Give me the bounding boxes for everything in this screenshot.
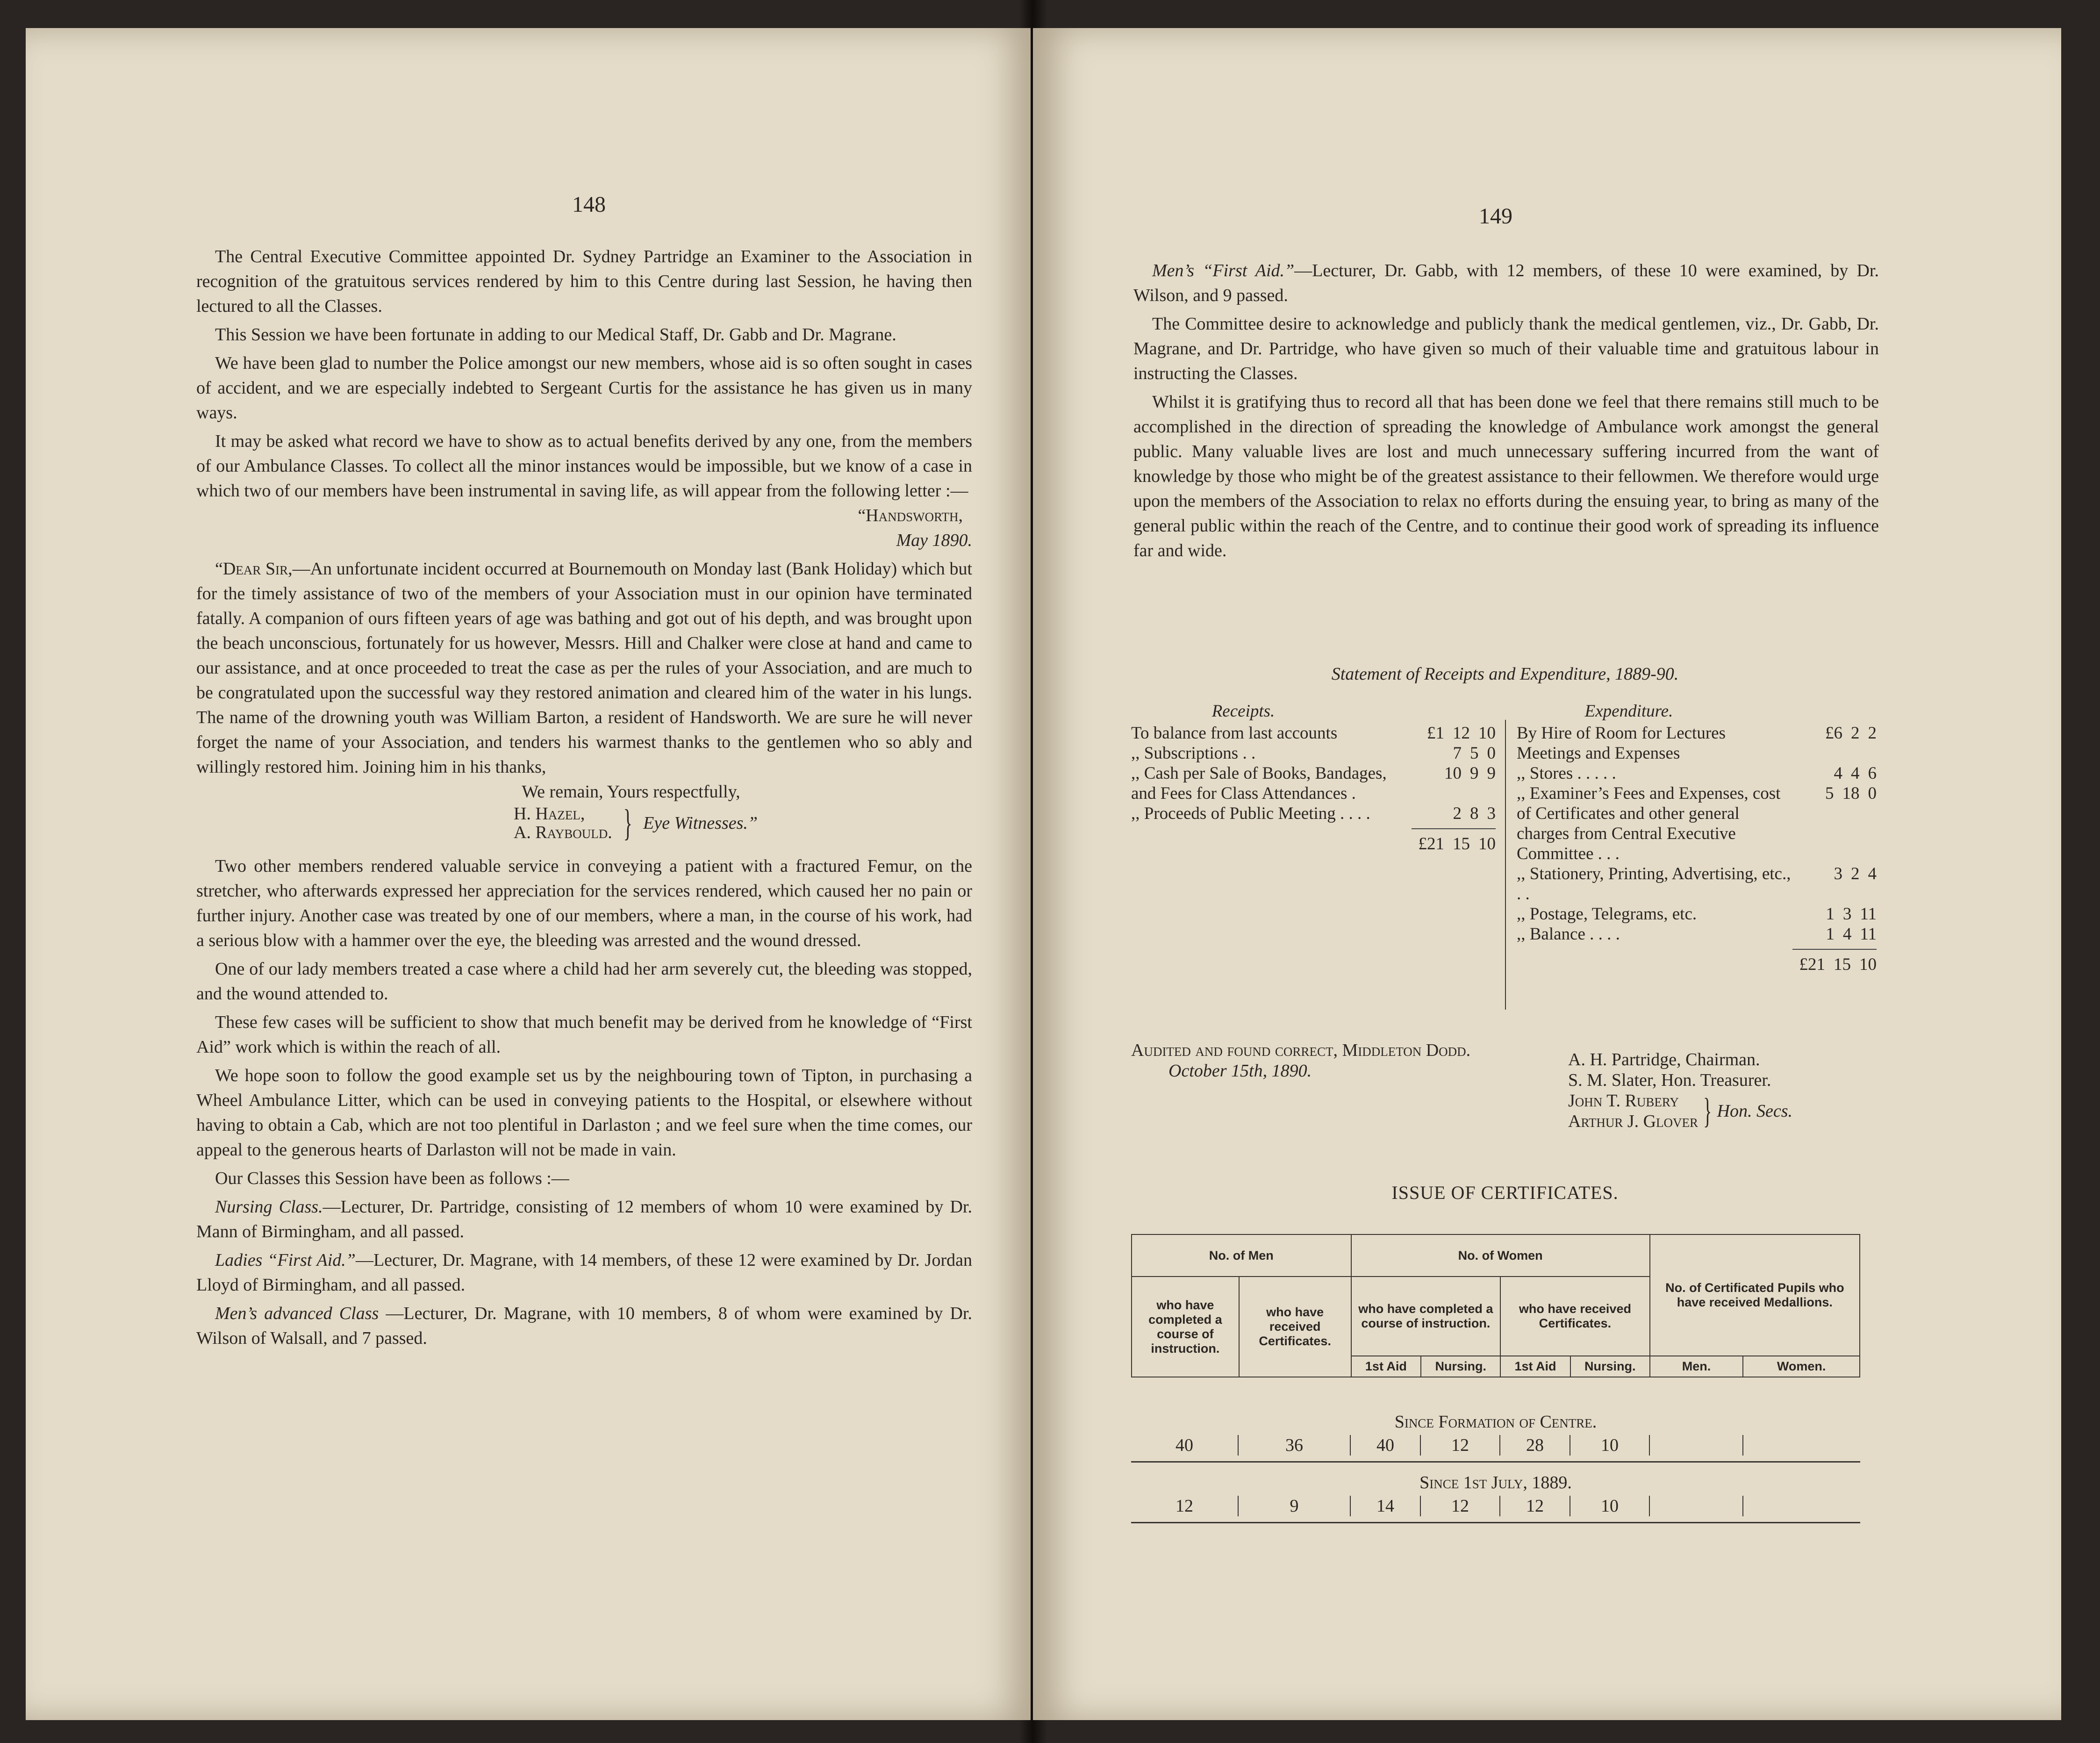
row-shillings: 3 [1842, 904, 1852, 924]
women-completed-header: who have completed a course of instruction. [1351, 1277, 1501, 1356]
row-description: By Hire of Room for Lectures Meetings and Expenses [1517, 724, 1726, 763]
men-header: No. of Men [1132, 1234, 1351, 1277]
certificate-count [1743, 1496, 1860, 1516]
women-header: No. of Women [1351, 1234, 1650, 1277]
nursing-header: Nursing. [1570, 1356, 1650, 1377]
row-description: ,, Cash per Sale of Books, Bandages, and Fees for Class Attendances . [1131, 764, 1387, 803]
row-pence: 3 [1487, 804, 1496, 823]
certificates-formation [1131, 1412, 1860, 1463]
audit-block [1131, 1040, 1552, 1081]
certificate-count: 40 [1351, 1435, 1421, 1456]
hon-secs [1568, 1090, 1886, 1132]
total-rule [1792, 949, 1877, 950]
row-description: ,, Stationery, Printing, Advertising, etc., . . [1517, 864, 1791, 904]
row-pounds: 1 [1826, 904, 1835, 924]
row-shillings: 18 [1842, 784, 1860, 803]
total-pence: 10 [1478, 834, 1496, 854]
row-description: ,, Stores . . . . . [1517, 764, 1616, 783]
receipts-heading: Receipts. [1211, 702, 1275, 721]
receipts-total [1131, 834, 1496, 854]
row-description: ,, Postage, Telegrams, etc. [1517, 904, 1697, 924]
row-pounds: 5 [1825, 784, 1834, 803]
certificate-count [1650, 1435, 1743, 1456]
row-pence: 0 [1868, 784, 1877, 803]
letter-body [196, 557, 972, 780]
receipts-column [1131, 701, 1496, 854]
certificate-count: 12 [1421, 1435, 1500, 1456]
class-text: —Lecturer, Dr. Gabb, with 12 members, of these 10 were examined, by Dr. Wilson, and 9 passed. [1133, 261, 1879, 305]
class-text: —Lecturer, Dr. Partridge, consisting of 12 members of whom 10 were examined by Dr. Mann of Birmingham, and all passed. [196, 1197, 972, 1241]
paragraph: Whilst it is gratifying thus to record all that has been done we feel that there remains still much to be accomplished in the direction of spreading the knowledge of Ambulance work amongst the general public. Many valuable lives are lost and much unnecessary suffering incurred from the want of knowledge by those who might be of the greatest assistance to their fellowmen. We therefore would urge upon the members of the Association to relax no efforts during the ensuing year, to bring as many of the general public within the reach of the Centre, and to continue their good work of spreading its influence far and wide. [1133, 392, 1879, 560]
row-description: ,, Proceeds of Public Meeting . . . . [1131, 804, 1370, 823]
secretary: John T. Rubery [1568, 1091, 1679, 1111]
row-shillings: 4 [1842, 925, 1852, 944]
statement-row [1131, 723, 1496, 743]
row-pence: 11 [1860, 925, 1877, 944]
hon-secs-label: Hon. Secs. [1717, 1101, 1793, 1121]
medallions-header: No. of Certificated Pupils who have received Medallions. [1650, 1234, 1860, 1356]
secretary: Arthur J. Glover [1568, 1112, 1699, 1131]
row-pounds: 10 [1444, 764, 1462, 783]
row-pence: 6 [1868, 764, 1877, 783]
row-pounds: £1 [1427, 724, 1444, 743]
row-pounds: £6 [1825, 724, 1842, 743]
page-number-right: 149 [1479, 204, 1512, 229]
nursing-header: Nursing. [1421, 1356, 1500, 1377]
certificate-count: 14 [1351, 1496, 1421, 1516]
paragraph: It may be asked what record we have to show as to actual benefits derived by any one, from the members of our Ambulance Classes. To collect all the minor instances would be impossible, but we know of a case in which two of our members have been instrumental in saving life, as will appear from the following letter :— [196, 431, 972, 501]
receipts-list [1131, 723, 1496, 824]
signatures-block [1568, 1049, 1886, 1132]
certificate-count: 12 [1131, 1496, 1239, 1516]
certificates-july [1131, 1472, 1860, 1523]
letter-salutation: “Dear Sir, [215, 559, 293, 579]
july-values [1131, 1496, 1860, 1523]
paragraph: These few cases will be sufficient to show that much benefit may be derived from he knowledge of “First Aid” work which is within the reach of all. [196, 1012, 972, 1057]
row-shillings: 2 [1851, 864, 1860, 883]
statement-row [1517, 783, 1877, 864]
paragraph: We hope soon to follow the good example set us by the neighbouring town of Tipton, in purchasing a Wheel Ambulance Litter, which can be used in conveying patients to the Hospital, or elsewhere without having to obtain a Cab, which are not too plentiful in Darlaston ; and we feel sure when the time comes, our appeal to the generous hearts of Darlaston will not be made in vain. [196, 1066, 972, 1160]
expenditure-list [1517, 723, 1877, 944]
row-pence: 2 [1868, 724, 1877, 743]
first-aid-header: 1st Aid [1500, 1356, 1570, 1377]
statement-title: Statement of Receipts and Expenditure, 1889-90. [1331, 664, 1679, 684]
row-pence: 10 [1478, 724, 1496, 743]
paragraph: The Committee desire to acknowledge and publicly thank the medical gentlemen, viz., Dr. Gabb, Dr. Magrane, and Dr. Partridge, who have given so much of their valuable time and gratuitous labour in instructing the Classes. [1133, 314, 1879, 383]
expenditure-heading: Expenditure. [1584, 702, 1673, 721]
witness-label: Eye Witnesses.” [643, 813, 758, 833]
certificate-count [1650, 1496, 1743, 1516]
formation-caption: Since Formation of Centre. [1394, 1412, 1597, 1432]
certificate-count: 12 [1500, 1496, 1570, 1516]
class-text: —Lecturer, Dr. Magrane, with 10 members, 8 of whom were examined by Dr. Wilson of Walsall, and 7 passed. [196, 1304, 972, 1348]
class-name: Ladies “First Aid.” [215, 1250, 356, 1270]
class-name: Men’s advanced Class [215, 1304, 379, 1323]
statement-row [1131, 763, 1496, 803]
page-number-left: 148 [572, 192, 606, 217]
certificates-title: ISSUE OF CERTIFICATES. [1391, 1182, 1619, 1203]
women-received-header: who have received Certificates. [1500, 1277, 1650, 1356]
row-shillings: 12 [1453, 724, 1470, 743]
brace-icon: } [1703, 1091, 1712, 1131]
class-name: Men’s “First Aid.” [1152, 261, 1295, 280]
paragraph: Our Classes this Session have been as follows :— [215, 1169, 569, 1188]
left-page-body [196, 241, 972, 1351]
row-pounds: 7 [1453, 744, 1462, 763]
brace-icon: } [623, 803, 632, 844]
chairman: A. H. Partridge, Chairman. [1568, 1050, 1760, 1069]
class-name: Nursing Class. [215, 1197, 323, 1217]
total-pounds: £21 [1799, 955, 1825, 974]
men-completed-header: who have completed a course of instruction. [1132, 1277, 1239, 1377]
certificate-count: 40 [1131, 1435, 1239, 1456]
row-description: To balance from last accounts [1131, 724, 1338, 743]
class-entry [196, 1195, 972, 1244]
row-pence: 11 [1860, 904, 1877, 924]
class-entry [196, 1248, 972, 1298]
row-shillings: 2 [1851, 724, 1860, 743]
certificate-count: 28 [1500, 1435, 1570, 1456]
medal-women-header: Women. [1743, 1356, 1860, 1377]
row-pence: 9 [1487, 764, 1496, 783]
certificate-count: 36 [1239, 1435, 1351, 1456]
expenditure-column [1517, 701, 1877, 975]
class-text: —Lecturer, Dr. Magrane, with 14 members, of these 12 were examined by Dr. Jordan Lloyd of Birmingham, and all passed. [196, 1250, 972, 1295]
certificate-count: 9 [1239, 1496, 1351, 1516]
row-shillings: 9 [1470, 764, 1479, 783]
statement-row [1131, 743, 1496, 763]
medal-men-header: Men. [1650, 1356, 1743, 1377]
statement-row [1517, 763, 1877, 783]
expenditure-total [1517, 954, 1877, 975]
audit-line: Audited and found correct, Middleton Dodd. [1131, 1040, 1471, 1060]
row-description: ,, Examiner’s Fees and Expenses, cost of Certificates and other general charges from Central Executive Committee . . . [1517, 784, 1781, 863]
men-received-header: who have received Certificates. [1239, 1277, 1351, 1377]
paragraph: This Session we have been fortunate in adding to our Medical Staff, Dr. Gabb and Dr. Magrane. [215, 325, 896, 344]
first-aid-header: 1st Aid [1351, 1356, 1421, 1377]
certificate-count [1743, 1435, 1860, 1456]
row-shillings: 5 [1470, 744, 1479, 763]
row-description: ,, Subscriptions . . [1131, 744, 1256, 763]
total-pence: 10 [1859, 955, 1877, 974]
july-caption: Since 1st July, 1889. [1419, 1473, 1572, 1492]
row-pounds: 3 [1834, 864, 1842, 883]
class-entry [1133, 258, 1879, 308]
paragraph: One of our lady members treated a case where a child had her arm severely cut, the bleeding was stopped, and the wound attended to. [196, 959, 972, 1004]
row-shillings: 4 [1851, 764, 1860, 783]
statement-row [1517, 723, 1877, 763]
class-entry [196, 1301, 972, 1351]
certificates-table [1131, 1234, 1860, 1377]
row-pounds: 4 [1834, 764, 1842, 783]
witness-name: H. Hazel, [513, 804, 585, 824]
paragraph: We have been glad to number the Police amongst our new members, whose aid is so often sought in cases of accident, and we are especially indebted to Sergeant Curtis for the assistance he has given us in many ways. [196, 353, 972, 423]
letter-place: “Handsworth, [858, 506, 963, 525]
paragraph: The Central Executive Committee appointed Dr. Sydney Partridge an Examiner to the Association in recognition of the gratuitous services rendered by him to this Centre during last Session, he having then lectured to all the Classes. [196, 247, 972, 316]
formation-values [1131, 1435, 1860, 1463]
row-pounds: 2 [1453, 804, 1462, 823]
letter-text: —An unfortunate incident occurred at Bournemouth on Monday last (Bank Holiday) which but for the timely assistance of two of the members of your Association must in our opinion have terminated fatally. A companion of ours fifteen years of age was bathing and got out of his depth, and was brought upon the beach unconscious, fortunately for us however, Messrs. Hill and Chalker were close at hand and came to our assistance, and at once proceeded to treat the case as per the rules of your Association, and are much to be congratulated upon the successful way they restored animation and cleared him of the water in his lungs. The name of the drowning youth was William Barton, a resident of Handsworth. We are sure he will never forget the name of your Association, and tenders his warmest thanks to the gentlemen who so ably and willingly restored him. Joining him in his thanks, [196, 559, 972, 777]
total-rule [1412, 828, 1496, 829]
statement-row [1517, 924, 1877, 944]
right-page-body [1133, 255, 1879, 563]
statement-row [1131, 803, 1496, 824]
letter-date: May 1890. [896, 531, 972, 550]
statement-row [1517, 864, 1877, 904]
row-pounds: 1 [1826, 925, 1835, 944]
row-shillings: 8 [1470, 804, 1479, 823]
certificate-count: 10 [1570, 1435, 1650, 1456]
statement-row [1517, 904, 1877, 924]
witness-name: A. Raybould. [513, 823, 612, 842]
total-pounds: £21 [1418, 834, 1444, 854]
treasurer: S. M. Slater, Hon. Treasurer. [1568, 1070, 1771, 1090]
row-description: ,, Balance . . . . [1517, 925, 1620, 944]
paragraph: Two other members rendered valuable service in conveying a patient with a fractured Femur, on the stretcher, who afterwards expressed her appreciation for the services rendered, which caused her no pain or further injury. Another case was treated by one of our members, where a man, in the course of his work, had a serious blow with a hammer over the eye, the bleeding was arrested and the wound dressed. [196, 856, 972, 950]
audit-date: October 15th, 1890. [1168, 1061, 1312, 1081]
certificate-count: 10 [1570, 1496, 1650, 1516]
letter-close: We remain, Yours respectfully, [522, 782, 740, 802]
total-shillings: 15 [1453, 834, 1470, 854]
certificate-count: 12 [1421, 1496, 1500, 1516]
witness-block [196, 804, 972, 842]
row-pence: 4 [1868, 864, 1877, 883]
statement-divider [1505, 720, 1506, 1010]
row-pence: 0 [1487, 744, 1496, 763]
total-shillings: 15 [1834, 955, 1851, 974]
